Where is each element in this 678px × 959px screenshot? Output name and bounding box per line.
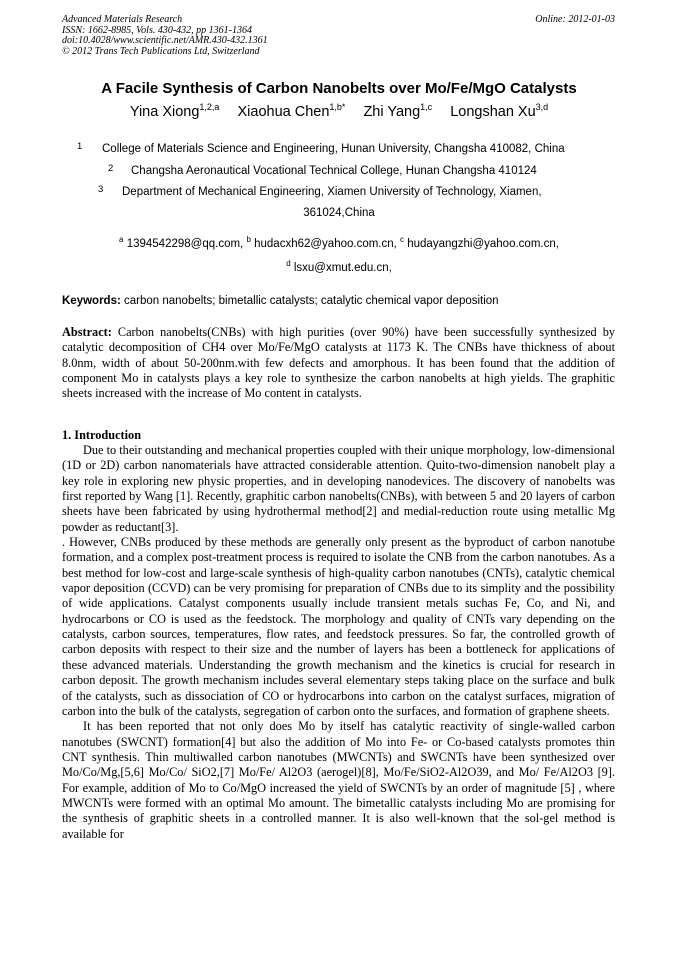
journal-name: Advanced Materials Research [62, 14, 183, 25]
abstract [62, 325, 615, 402]
author: Zhi Yang$^{1,c}$ [363, 102, 433, 120]
paragraph: It has been reported that not only does Mo by itself has catalytic reactivity of single-walled carbon nanotubes (SWCNT) formation[4] but also the addition of Mo into Fe- or Co-based catalysts promotes thin CNT synthesis. Thin multiwalled carbon nanotubes (MWCNTs) and SWCNTs have been synthesized over Mo/Co/Mg,[5,6] Mo/Co/ SiO2,[7] Mo/Fe/ Al2O3 (aerogel)[8], Mo/Fe/SiO2-Al2O39, and Mo/ Fe/Al2O3 [9]. For example, addition of Mo to Co/MgO increased the yield of SWCNTs by an order of magnitude [5] , where MWCNTs were formed with an optimal Mo amount. The bimetallic catalysts including Mo are promising for the synthesis of graphitic sheets in a controlled manner. It is also well-known that the sol-gel method is available for [62, 719, 615, 841]
email-link[interactable]: hudacxh62@yahoo.com.cn, [254, 237, 397, 250]
paper-title: A Facile Synthesis of Carbon Nanobelts over Mo/Fe/MgO Catalysts [101, 80, 577, 97]
author-list [0, 102, 678, 120]
email-link[interactable]: lsxu@xmut.edu.cn, [293, 261, 392, 274]
doi-line: doi:10.4028/www.scientific.net/AMR.430-432.1361 [62, 35, 268, 46]
copyright-line: © 2012 Trans Tech Publications Ltd, Switzerland [62, 45, 260, 57]
author: Xiaohua Chen$^{1,b*}$ [237, 102, 346, 120]
introduction-body [62, 443, 615, 842]
keywords-text: carbon nanobelts; bimetallic catalysts; catalytic chemical vapor deposition [124, 295, 499, 307]
author: Yina Xiong$^{1,2,a}$ [129, 102, 220, 120]
email-link[interactable]: hudayangzhi@yahoo.com.cn, [407, 237, 559, 250]
abstract-text: Carbon nanobelts(CNBs) with high purities (over 90%) have been successfully synthesized by catalytic decomposition of CH4 over Mo/Fe/MgO catalysts at 1173 K. The CNBs have thickness of about 8.0nm, width of about 50-200nm.with few defects and amorphous. It has been found that the addition of component Mo in catalysts plays a key role to synthesize the carbon nanobelts at high yields. The graphitic sheets increased with the increase of Mo content in catalysts. [62, 325, 615, 401]
journal-header [62, 15, 615, 57]
keywords [62, 295, 615, 307]
issn-line: ISSN: 1662-8985, Vols. 430-432, pp 1361-1364 [62, 24, 252, 36]
online-date: Online: 2012-01-03 [535, 14, 615, 25]
email-link[interactable]: 1394542298@qq.com, [126, 237, 244, 250]
abstract-label: Abstract: [62, 325, 112, 339]
paragraph: Due to their outstanding and mechanical properties coupled with their unique morphology, low-dimensional (1D or 2D) carbon nanomaterials have attracted considerable attention. Quito-two-dimension nanobelt play a key role in exploring new physic properties, and in developing nanodevices. The discovery of nanobelts was first reported by Wang [1]. Recently, graphitic carbon nanobelts(CNBs), with between 5 and 20 layers of carbon sheets have been fabricated by using hydrothermal method[2] and medial-reduction route using metallic Mg powder as reductant[3]. [62, 443, 615, 534]
author: Longshan Xu$^{3,d}$ [450, 102, 549, 120]
section-heading: 1. Introduction [62, 428, 142, 442]
email-list: $^a$ 1394542298@qq.com, $^b$ hudacxh62@yahoo.com.cn, $^c$ hudayangzhi@yahoo.com.cn, $^d$ lsxu@xmut.edu.cn, [119, 235, 559, 274]
paragraph: . However, CNBs produced by these methods are generally only present as the byproduct of carbon nanotube formation, and a complex post-treatment process is required to isolate the CNB from the carbon nanotubes. As a best method for low-cost and large-scale synthesis of high-quality carbon nanotubes (CNTs), catalytic chemical vapor deposition (CCVD) can be very promising for preparation of CNBs due to its simplity and the possibility of wide applications. Catalyst components usually include transient metals suchas Fe, Co, and Ni, and hydrocarbons or CO is used as the feedstock. The morphology and quality of CNTs vary depending on the catalysts, carbon sources, temperatures, flow rates, and feedstock pressures. So far, the controlled growth of carbon deposits with respect to their size and the number of layers has been a bottleneck for applications of these advanced materials. Understanding the growth mechanism and the kinetics is crucial for research in carbon deposit. The growth mechanism includes several elementary steps taking place on the surface and bulk of the catalysts, such as dissociation of CO or hydrocarbons into carbon on the catalyst surfaces, migration of carbon into the bulk of the catalysts, segregation of carbon onto the surfaces, and formation of graphene sheets. [62, 535, 615, 718]
affiliation-continuation: 361024,China [303, 207, 375, 219]
keywords-label: Keywords: [62, 295, 121, 307]
